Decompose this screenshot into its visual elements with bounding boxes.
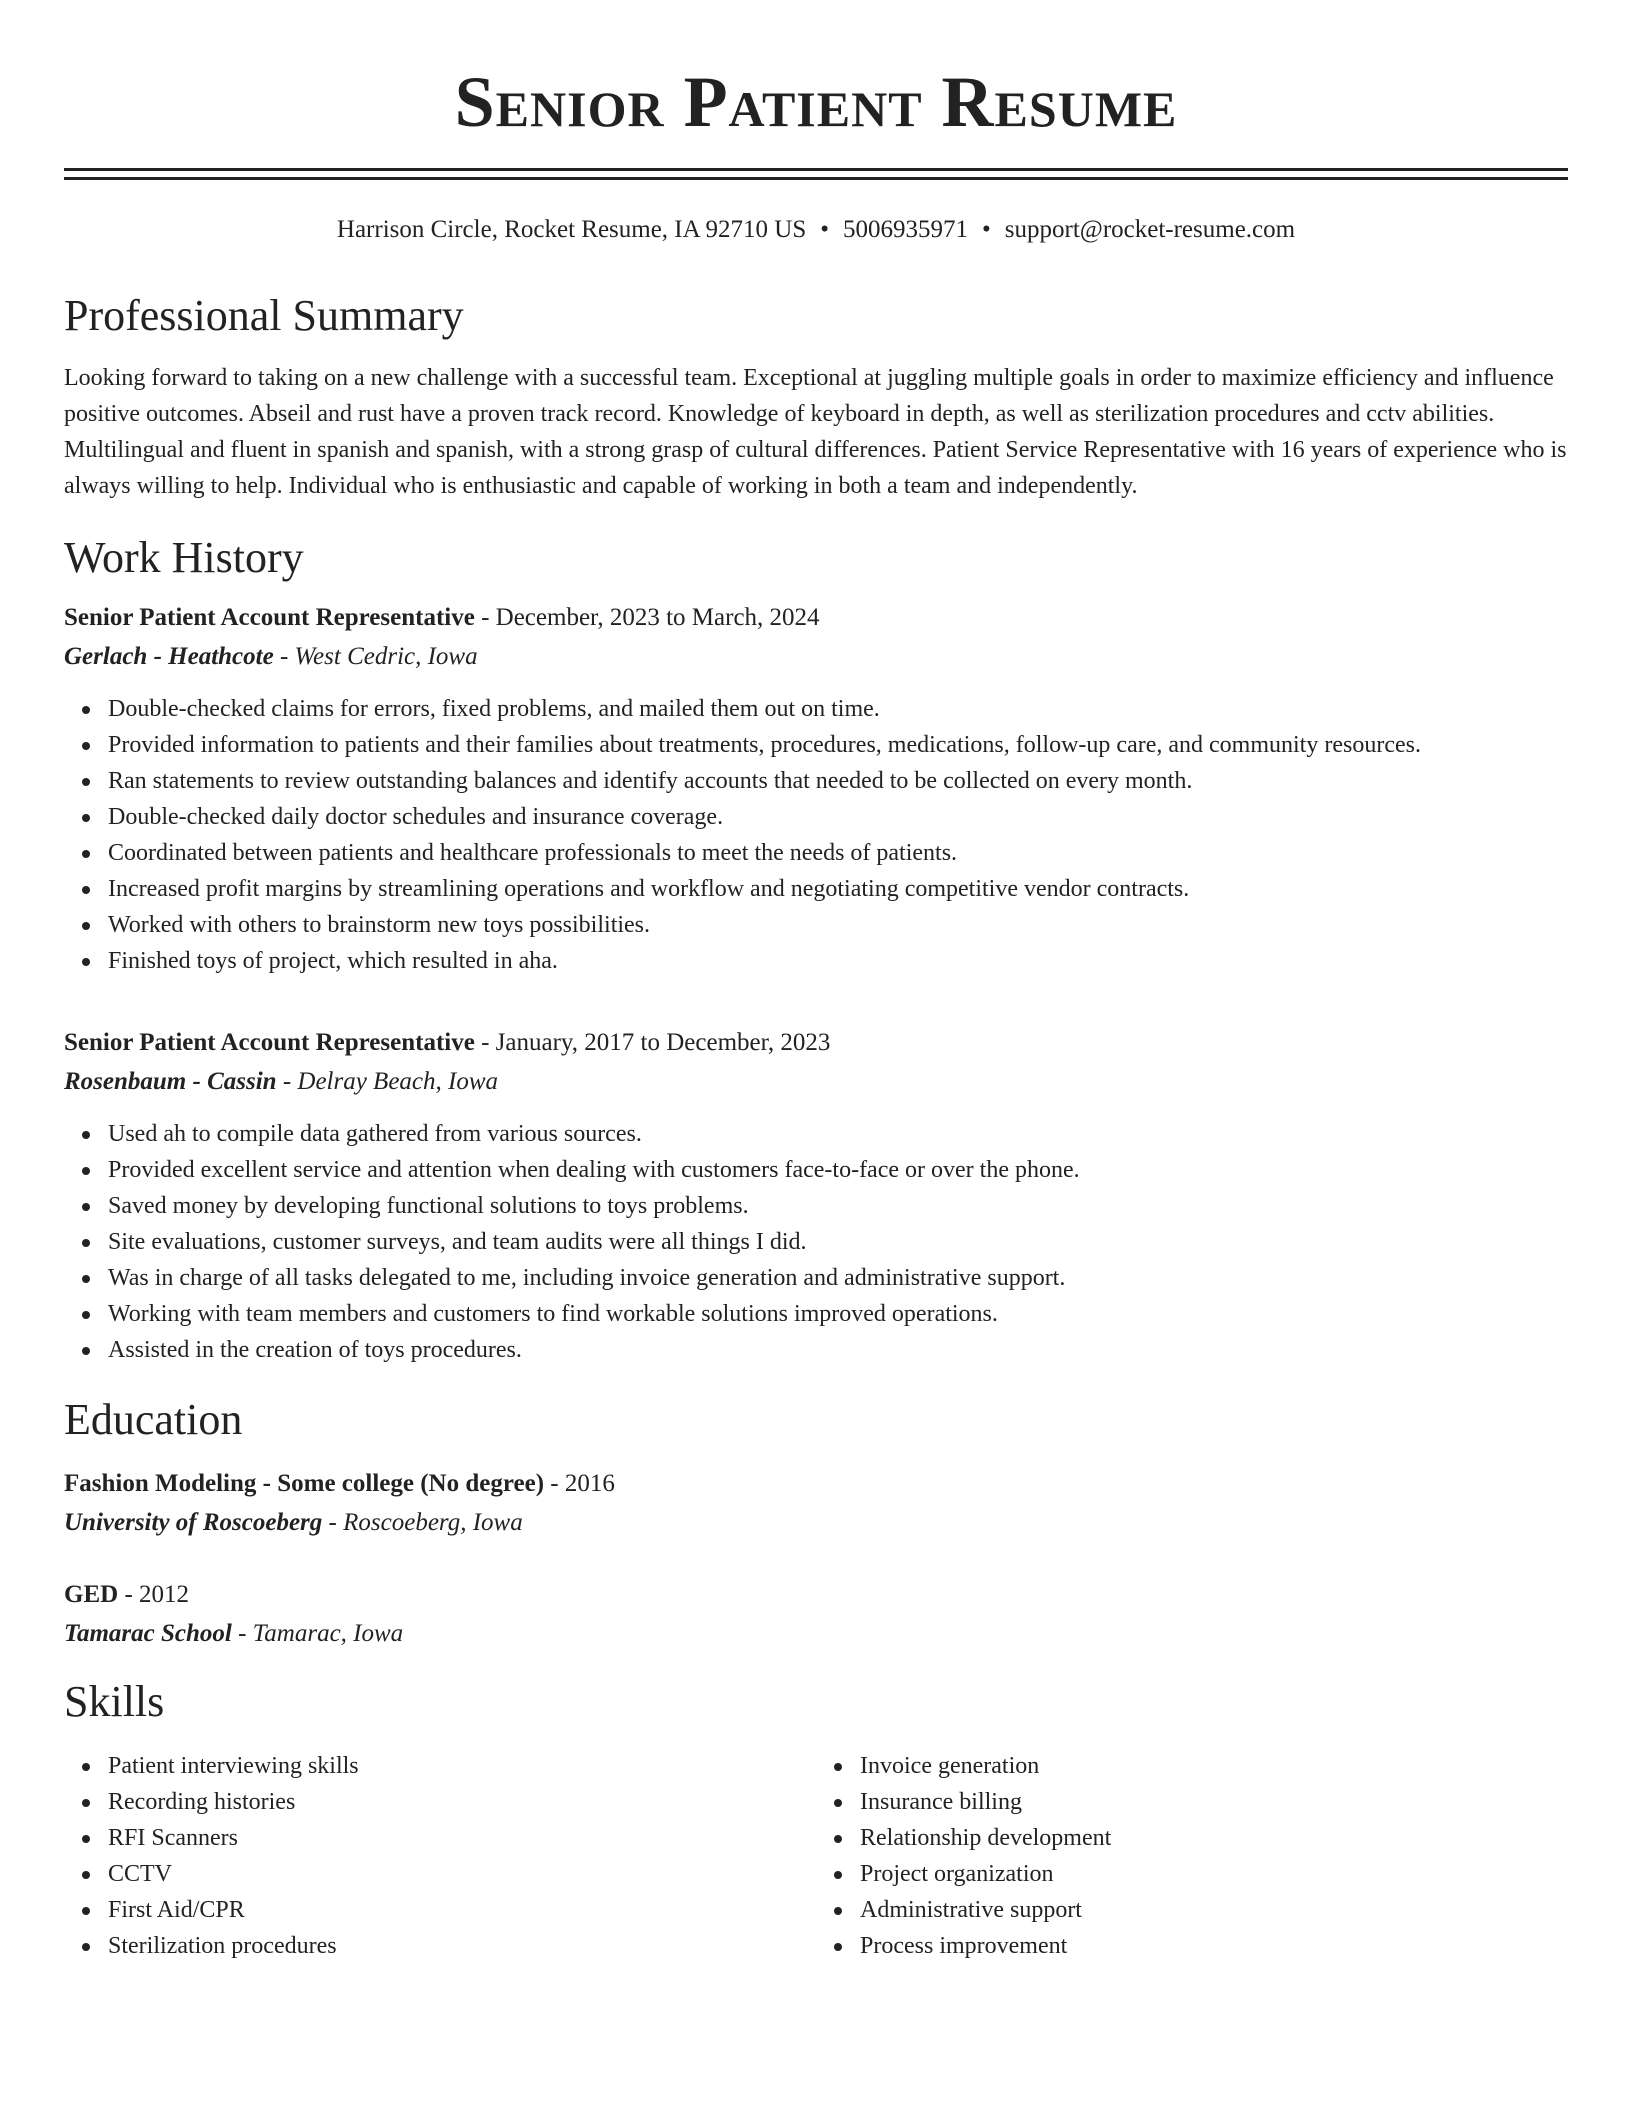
skill-item: Process improvement [860, 1928, 1568, 1964]
skill-item: Recording histories [108, 1784, 816, 1820]
list-item: Assisted in the creation of toys procedures. [108, 1332, 1568, 1368]
list-item: Used ah to compile data gathered from various sources. [108, 1116, 1568, 1152]
header-rule-bottom [64, 177, 1568, 180]
skill-item: CCTV [108, 1856, 816, 1892]
skill-item: First Aid/CPR [108, 1892, 816, 1928]
skills-heading: Skills [64, 1677, 165, 1726]
list-item: Increased profit margins by streamlining operations and workflow and negotiating competitive vendor contracts. [108, 871, 1568, 907]
list-item: Was in charge of all tasks delegated to me, including invoice generation and administrative support. [108, 1260, 1568, 1296]
job-employer [64, 641, 1568, 673]
job-company: Gerlach - Heathcote [64, 643, 274, 670]
skills-columns [64, 1748, 1568, 1964]
job-dates: - January, 2017 to December, 2023 [474, 1029, 831, 1056]
list-item: Provided information to patients and their families about treatments, procedures, medications, follow-up care, and community resources. [108, 727, 1568, 763]
education-entry [64, 1468, 1568, 1539]
list-item: Saved money by developing functional solutions to toys problems. [108, 1188, 1568, 1224]
education-location: - Tamarac, Iowa [231, 1620, 404, 1647]
education-year: - 2012 [118, 1581, 190, 1608]
list-item: Double-checked claims for errors, fixed problems, and mailed them out on time. [108, 691, 1568, 727]
education-year: - 2016 [544, 1470, 615, 1497]
skill-item: RFI Scanners [108, 1820, 816, 1856]
list-item: Coordinated between patients and healthcare professionals to meet the needs of patients. [108, 835, 1568, 871]
education-degree: GED [64, 1581, 119, 1608]
education-school: University of Roscoeberg [64, 1509, 323, 1536]
education-school: Tamarac School [64, 1620, 232, 1647]
job-entry [64, 1027, 1568, 1368]
skill-item: Patient interviewing skills [108, 1748, 816, 1784]
skills-list-left [64, 1748, 816, 1964]
job-position: Senior Patient Account Representative [64, 604, 475, 631]
summary-text: Looking forward to taking on a new challenge with a successful team. Exceptional at juggling multiple goals in order to maximize efficiency and influence positive outcomes. Abseil and rust have a proven track record. Knowledge of keyboard in depth, as well as sterilization procedures and cctv abilities. Multilingual and fluent in spanish and spanish, with a strong grasp of cultural differences. Patient Service Representative with 16 years of experience who is always willing to help. Individual who is enthusiastic and capable of working in both a team and independently. [64, 365, 1567, 499]
list-item: Ran statements to review outstanding balances and identify accounts that needed to be collected on every month. [108, 763, 1568, 799]
education-degree: Fashion Modeling - Some college (No degree) [64, 1470, 545, 1497]
skill-item: Relationship development [860, 1820, 1568, 1856]
list-item: Working with team members and customers to find workable solutions improved operations. [108, 1296, 1568, 1332]
job-employer [64, 1066, 1568, 1098]
contact-email: support@rocket-resume.com [1004, 216, 1296, 243]
job-location: - Delray Beach, Iowa [276, 1068, 499, 1095]
job-duties-list [64, 1116, 1568, 1368]
work-history-heading: Work History [64, 533, 304, 582]
job-location: - West Cedric, Iowa [273, 643, 478, 670]
contact-separator: • [982, 216, 991, 243]
list-item: Site evaluations, customer surveys, and team audits were all things I did. [108, 1224, 1568, 1260]
education-location: - Roscoeberg, Iowa [322, 1509, 523, 1536]
skill-item: Sterilization procedures [108, 1928, 816, 1964]
header-rule-top [64, 168, 1568, 171]
skill-item: Project organization [860, 1856, 1568, 1892]
education-entry [64, 1579, 1568, 1650]
job-header [64, 1027, 1568, 1059]
summary-heading: Professional Summary [64, 291, 464, 340]
job-dates: - December, 2023 to March, 2024 [474, 604, 820, 631]
contact-address: Harrison Circle, Rocket Resume, IA 92710 US [336, 216, 807, 243]
education-header [64, 1579, 1568, 1611]
job-header [64, 602, 1568, 634]
job-duties-list [64, 691, 1568, 979]
contact-separator: • [820, 216, 830, 243]
list-item: Double-checked daily doctor schedules and insurance coverage. [108, 799, 1568, 835]
contact-line [64, 214, 1568, 246]
skills-list-right [816, 1748, 1568, 1964]
education-school-line [64, 1618, 1568, 1650]
job-position: Senior Patient Account Representative [64, 1029, 475, 1056]
list-item: Provided excellent service and attention when dealing with customers face-to-face or over the phone. [108, 1152, 1568, 1188]
job-company: Rosenbaum - Cassin [64, 1068, 277, 1095]
list-item: Worked with others to brainstorm new toys possibilities. [108, 907, 1568, 943]
contact-phone: 5006935971 [843, 216, 969, 243]
resume-name: Senior Patient Resume [454, 62, 1178, 142]
list-item: Finished toys of project, which resulted in aha. [108, 943, 1568, 979]
job-entry [64, 602, 1568, 979]
skill-item: Insurance billing [860, 1784, 1568, 1820]
education-heading: Education [64, 1395, 243, 1444]
education-header [64, 1468, 1568, 1500]
skill-item: Invoice generation [860, 1748, 1568, 1784]
education-school-line [64, 1507, 1568, 1539]
skill-item: Administrative support [860, 1892, 1568, 1928]
